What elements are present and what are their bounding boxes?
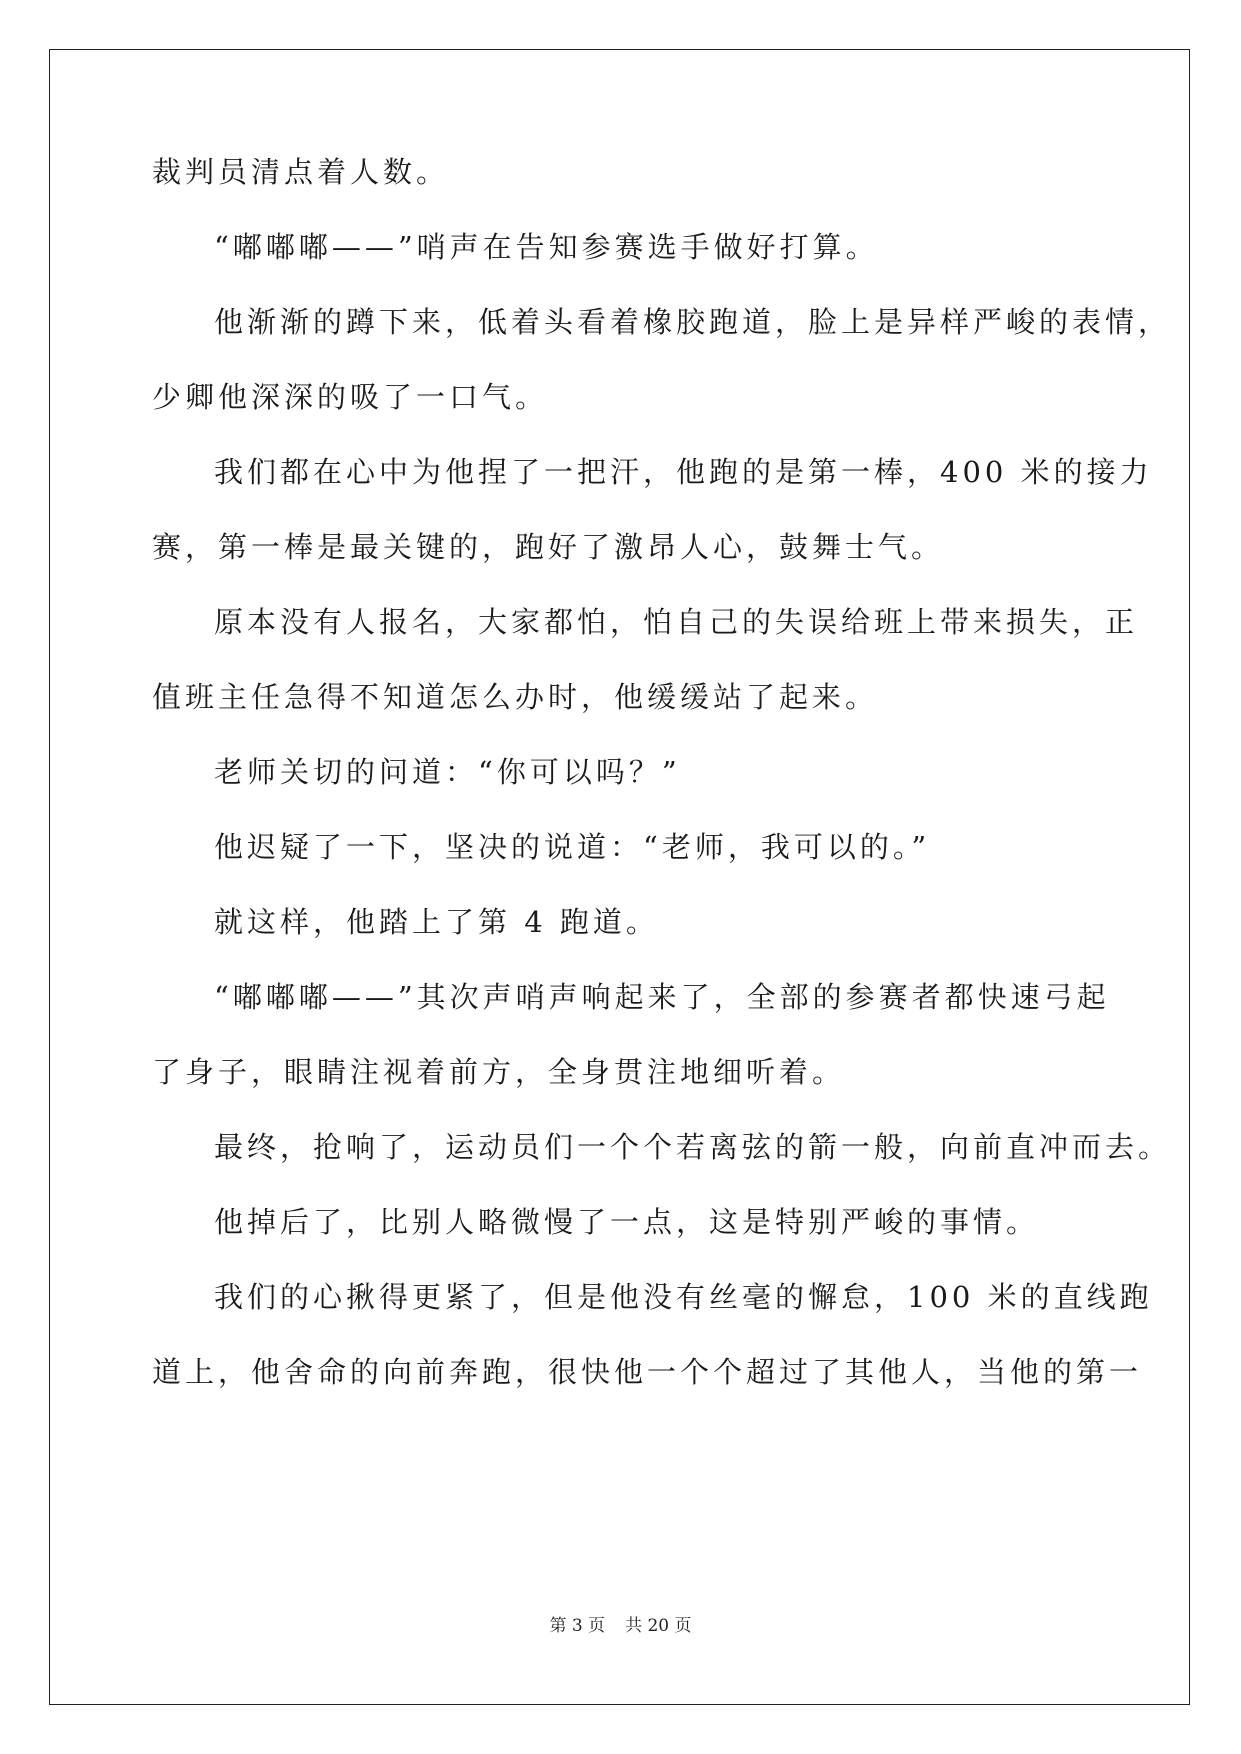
- text-line: 少卿他深深的吸了一口气。: [152, 380, 549, 414]
- text-line: 值班主任急得不知道怎么办时，他缓缓站了起来。: [152, 680, 879, 714]
- text-line: 他掉后了，比别人略微慢了一点，这是特别严峻的事情。: [214, 1205, 1040, 1239]
- paragraph: [152, 735, 1092, 810]
- paragraph: [152, 1185, 1092, 1260]
- page-footer: [0, 1611, 1241, 1636]
- text-line: “嘟嘟嘟——”其次声哨声响起来了，全部的参赛者都快速弓起: [214, 980, 1110, 1014]
- text-line: 老师关切的问道：“你可以吗？”: [214, 755, 681, 789]
- paragraph: [152, 210, 1092, 285]
- page-total: 共 20 页: [625, 1616, 692, 1636]
- text-line: “嘟嘟嘟——”哨声在告知参赛选手做好打算。: [214, 230, 879, 264]
- text-line: 他迟疑了一下，坚决的说道：“老师，我可以的。”: [214, 830, 931, 864]
- text-line: 最终，抢响了，运动员们一个个若离弦的箭一般，向前直冲而去。: [214, 1130, 1172, 1164]
- paragraph: [152, 1260, 1153, 1410]
- text-line: 裁判员清点着人数。: [152, 155, 450, 189]
- text-line: 他渐渐的蹲下来，低着头看着橡胶跑道，脸上是异样严峻的表情，: [214, 305, 1172, 339]
- paragraph: [152, 285, 1172, 435]
- text-line: 我们的心揪得更紧了，但是他没有丝毫的懈怠，100 米的直线跑: [214, 1280, 1153, 1314]
- text-line: 就这样，他踏上了第 4 跑道。: [214, 905, 659, 939]
- page-number: 第 3 页: [549, 1616, 606, 1636]
- paragraph: [152, 435, 1153, 585]
- text-line: 我们都在心中为他捏了一把汗，他跑的是第一棒，400 米的接力: [214, 455, 1153, 489]
- paragraph: [152, 810, 1092, 885]
- paragraph: [152, 135, 1092, 210]
- paragraph: [152, 1110, 1172, 1185]
- text-line: 原本没有人报名，大家都怕，怕自己的失误给班上带来损失，正: [214, 605, 1139, 639]
- text-line: 了身子，眼睛注视着前方，全身贯注地细听着。: [152, 1055, 846, 1089]
- text-line: 赛，第一棒是最关键的，跑好了激昂人心，鼓舞士气。: [152, 530, 945, 564]
- paragraph: [152, 585, 1139, 735]
- text-line: 道上，他舍命的向前奔跑，很快他一个个超过了其他人，当他的第一: [152, 1355, 1143, 1389]
- paragraph: [152, 960, 1110, 1110]
- paragraph: [152, 885, 1092, 960]
